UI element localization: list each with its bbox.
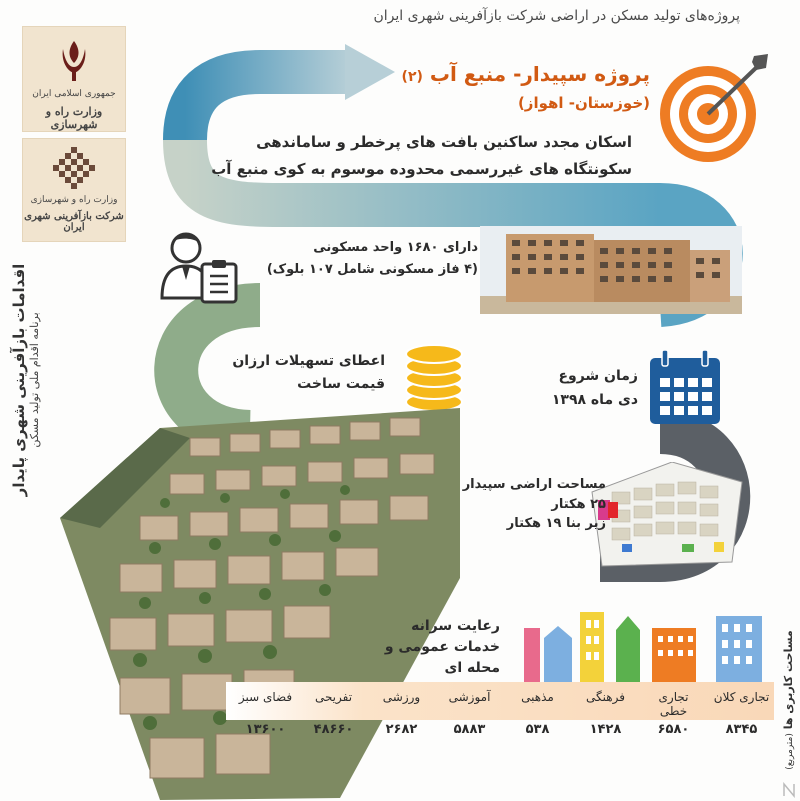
header-title: پروژه‌های تولید مسکن در اراضی شرکت بازآفرینی شهری ایران: [373, 8, 740, 24]
usage-value: ۱۳۶۰۰: [245, 722, 286, 737]
company-emblem-icon: [53, 147, 95, 189]
usage-label: [782, 600, 800, 800]
usage-category: تفریحی: [314, 690, 353, 704]
services-line-2: خدمات عمومی و: [384, 639, 500, 655]
usage-category: تجاری کلان: [713, 690, 770, 704]
usage-category: مذهبی: [521, 690, 554, 704]
company-caption-2: شرکت بازآفرینی شهری ایران: [24, 211, 124, 233]
company-logo: [22, 138, 126, 242]
usage-category: فرهنگی: [586, 690, 625, 704]
calendar-icon: [648, 350, 722, 426]
usage-value: ۶۵۸۰: [657, 722, 690, 737]
usage-category: ورزشی: [382, 690, 421, 704]
facilities-line-2: قیمت ساخت: [297, 376, 385, 392]
ministry-logo: [22, 26, 126, 132]
usage-value: ۱۴۲۸: [589, 722, 622, 737]
building-image: [480, 226, 742, 314]
facilities-line-1: اعطای تسهیلات ارزان: [232, 353, 385, 369]
area-total: ۲۵ هکتار: [551, 497, 606, 512]
side-title-main: اقدامات بازآفرینی شهری پایدار: [10, 263, 28, 497]
usage-category: آموزشی: [448, 690, 491, 704]
usage-unit: (مترمربع): [785, 733, 795, 770]
area-built: زیر بنا ۱۹ هکتار: [506, 516, 606, 531]
usage-label-text: مساحت کاربری ها: [782, 630, 795, 730]
ministry-caption-1: جمهوری اسلامی ایران: [32, 89, 116, 99]
start-date: دی ماه ۱۳۹۸: [551, 392, 638, 408]
skyline-icon: [520, 608, 768, 684]
services-line-1: رعایت سرانه: [411, 618, 500, 634]
project-description-2: سکونتگاه های غیررسمی محدوده موسوم به کوی منبع آب: [211, 160, 632, 178]
usage-value: ۴۸۶۶۰: [313, 722, 354, 737]
corner-mark-icon: [782, 782, 796, 798]
project-number: (۲): [401, 69, 423, 85]
usage-category: فضای سبز: [238, 690, 293, 704]
project-title-text: پروژه سپیدار- منبع آب: [429, 62, 650, 86]
emblem-icon: [59, 39, 89, 83]
usage-category: تجاری خطی: [658, 690, 689, 718]
usage-value: ۲۶۸۲: [385, 722, 418, 737]
ministry-caption-2: وزارت راه و شهرسازی: [45, 105, 103, 131]
target-icon: [656, 52, 774, 164]
services-line-3: محله ای: [444, 660, 500, 676]
start-label: زمان شروع: [558, 368, 638, 384]
site-plan-icon: [582, 462, 750, 570]
units-count: دارای ۱۶۸۰ واحد مسکونی: [313, 240, 478, 255]
usage-value: ۸۳۴۵: [725, 722, 758, 737]
project-title: [380, 62, 650, 86]
side-title-sub: برنامه اقدام ملی تولید مسکن: [28, 312, 41, 448]
usage-value: ۵۸۸۳: [453, 722, 486, 737]
units-phases: (۴ فاز مسکونی شامل ۱۰۷ بلوک): [266, 262, 478, 277]
aerial-view-image: [40, 398, 460, 800]
project-location: (خوزستان- اهواز): [517, 94, 650, 112]
usage-value: ۵۳۸: [525, 722, 550, 737]
area-label: مساحت اراضی سپیدار: [462, 477, 606, 492]
project-description-1: اسکان مجدد ساکنین بافت های پرخطر و ساماندهی: [256, 133, 632, 151]
company-caption-1: وزارت راه و شهرسازی: [30, 195, 118, 205]
